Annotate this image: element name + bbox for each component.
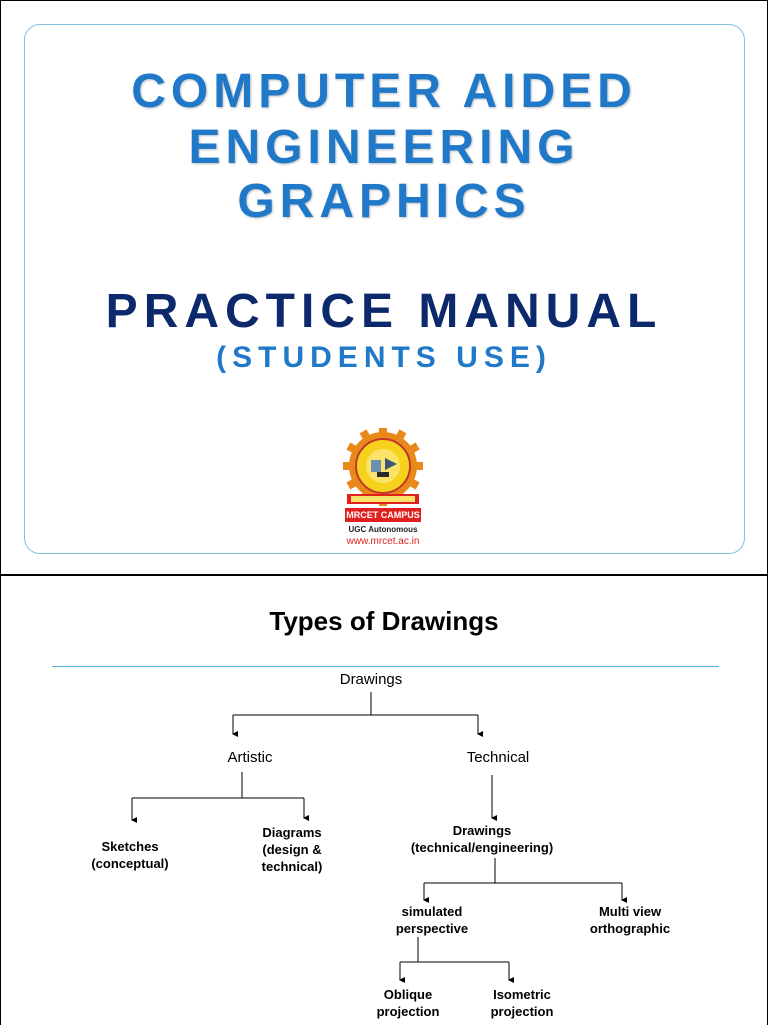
title-line-1: COMPUTER AIDED bbox=[131, 65, 637, 118]
logo-url: www.mrcet.ac.in bbox=[346, 536, 420, 547]
logo-tagline: UGC Autonomous bbox=[348, 525, 418, 534]
node-sketches: Sketches (conceptual) bbox=[91, 839, 169, 871]
logo-banner: MRCET CAMPUS bbox=[346, 510, 420, 520]
node-technical: Technical bbox=[466, 749, 530, 766]
title-line-3: GRAPHICS bbox=[237, 175, 531, 228]
node-drawings-technical: Drawings (technical/engineering) bbox=[410, 823, 554, 855]
node-artistic: Artistic bbox=[227, 749, 273, 766]
node-isometric: Isometric projection bbox=[490, 987, 554, 1019]
slide-title: Types of Drawings bbox=[269, 606, 499, 636]
node-oblique: Oblique projection bbox=[376, 987, 440, 1019]
node-simulated-perspective: simulated perspective bbox=[395, 904, 469, 936]
node-drawings: Drawings bbox=[339, 671, 403, 688]
node-multi-view: Multi view orthographic bbox=[589, 904, 671, 936]
manual-subheading: (STUDENTS USE) bbox=[216, 341, 552, 374]
manual-heading: PRACTICE MANUAL bbox=[105, 285, 663, 338]
title-line-2: ENGINEERING bbox=[188, 121, 580, 174]
node-diagrams: Diagrams (design & technical) bbox=[261, 825, 323, 874]
